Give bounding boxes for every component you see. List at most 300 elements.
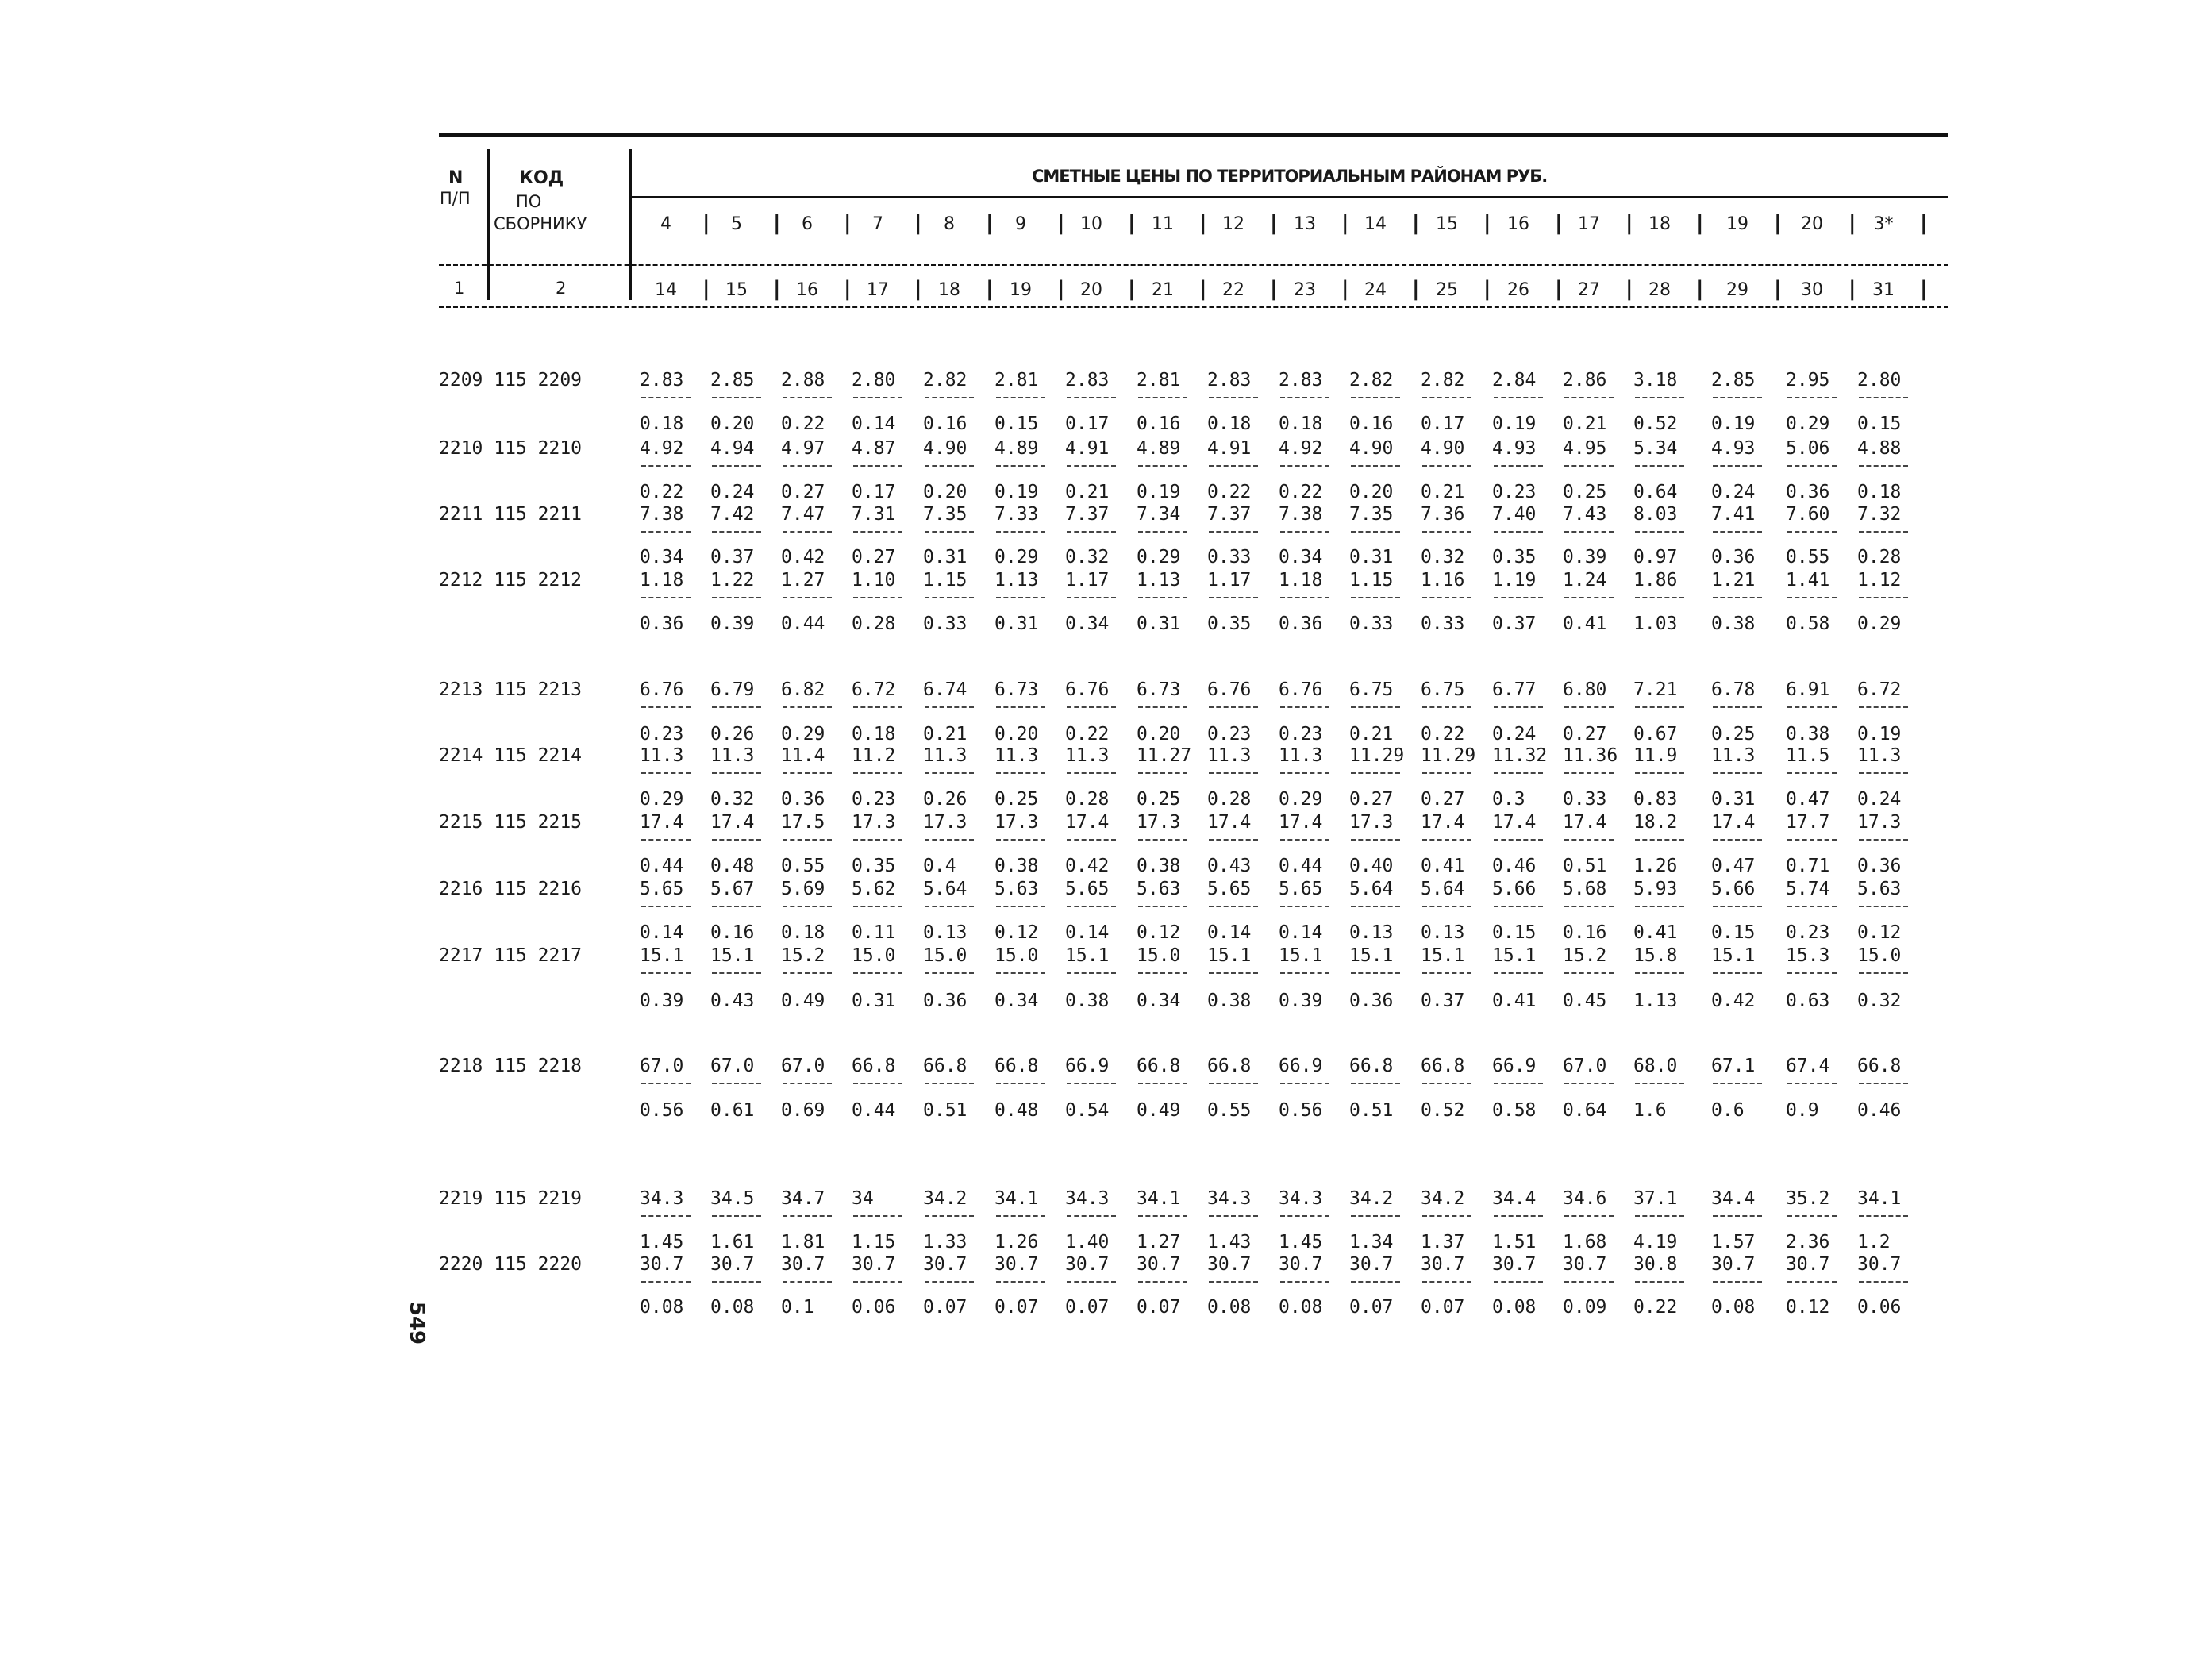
price-value: 0.16: [1563, 922, 1607, 943]
price-value: 6.76: [1207, 679, 1252, 700]
price-value: 34.2: [1349, 1188, 1394, 1209]
fraction-bar: [1422, 906, 1471, 907]
price-value: 34.3: [1065, 1188, 1110, 1209]
price-value: 6.76: [640, 679, 684, 700]
price-value: 0.22: [1279, 482, 1323, 502]
fraction-bar: [1209, 397, 1258, 398]
price-value: 4.90: [1349, 438, 1394, 459]
price-value: 0.35: [1207, 614, 1252, 634]
fraction-bar: [1713, 972, 1762, 974]
fraction-bar: [1635, 706, 1684, 708]
price-value: 0.52: [1633, 414, 1678, 434]
fraction-bar: [1138, 839, 1187, 841]
price-value: 0.83: [1633, 789, 1678, 810]
price-value: 1.86: [1633, 570, 1678, 591]
price-value: 0.64: [1563, 1100, 1607, 1121]
fraction-bar: [641, 397, 691, 398]
price-value: 0.39: [1279, 991, 1323, 1011]
fraction-bar: [1280, 972, 1329, 974]
price-value: 11.5: [1786, 745, 1830, 766]
price-value: 0.21: [1563, 414, 1607, 434]
price-value: 17.4: [710, 812, 755, 833]
price-value: 0.35: [1492, 547, 1537, 568]
price-value: 0.07: [1137, 1297, 1181, 1318]
column-divider: |: [844, 277, 852, 301]
price-value: 0.64: [1633, 482, 1678, 502]
price-value: 66.8: [852, 1056, 896, 1076]
price-value: 5.65: [1279, 879, 1323, 899]
price-value: 5.64: [1421, 879, 1465, 899]
column-divider: |: [1920, 211, 1928, 235]
price-value: 11.36: [1563, 745, 1618, 766]
price-value: 1.26: [994, 1232, 1039, 1253]
price-value: 15.0: [852, 945, 896, 966]
price-value: 6.73: [1137, 679, 1181, 700]
fraction-bar: [1859, 839, 1908, 841]
price-value: 5.64: [923, 879, 968, 899]
price-value: 0.23: [1207, 724, 1252, 745]
fraction-bar: [1351, 839, 1400, 841]
fraction-bar: [1635, 597, 1684, 598]
fraction-bar: [1635, 531, 1684, 533]
region-number: 4: [660, 214, 671, 234]
price-value: 7.42: [710, 504, 755, 525]
fraction-bar: [1138, 1281, 1187, 1283]
item-code: 2210 115 2210: [439, 438, 583, 459]
price-value: 2.83: [640, 370, 684, 391]
price-value: 0.18: [1857, 482, 1902, 502]
price-value: 2.86: [1563, 370, 1607, 391]
header-dash-rule: [439, 264, 1948, 266]
column-divider: |: [773, 277, 781, 301]
price-value: 1.18: [1279, 570, 1323, 591]
price-value: 0.08: [710, 1297, 755, 1318]
column-divider: |: [1341, 211, 1349, 235]
price-value: 7.34: [1137, 504, 1181, 525]
price-value: 5.06: [1786, 438, 1830, 459]
fraction-bar: [1787, 465, 1837, 467]
fraction-bar: [712, 706, 761, 708]
column-index-number: 16: [796, 280, 818, 300]
price-value: 66.8: [994, 1056, 1039, 1076]
fraction-bar: [783, 839, 832, 841]
price-value: 0.29: [1786, 414, 1830, 434]
fraction-bar: [1494, 397, 1543, 398]
fraction-bar: [1564, 772, 1614, 774]
region-number: 18: [1648, 214, 1671, 234]
fraction-bar: [1635, 906, 1684, 907]
fraction-bar: [1280, 906, 1329, 907]
column-index-number: 15: [725, 280, 748, 300]
price-value: 67.4: [1786, 1056, 1830, 1076]
fraction-bar: [712, 1083, 761, 1084]
price-value: 0.97: [1633, 547, 1678, 568]
fraction-bar: [1713, 1083, 1762, 1084]
region-number: 20: [1801, 214, 1823, 234]
price-value: 7.37: [1207, 504, 1252, 525]
price-value: 0.56: [640, 1100, 684, 1121]
fraction-bar: [783, 1281, 832, 1283]
fraction-bar: [1138, 972, 1187, 974]
price-value: 0.19: [1711, 414, 1756, 434]
price-value: 0.23: [1279, 724, 1323, 745]
column-divider: |: [1412, 211, 1420, 235]
price-value: 1.40: [1065, 1232, 1110, 1253]
fraction-bar: [1564, 531, 1614, 533]
region-number: 10: [1080, 214, 1102, 234]
fraction-bar: [1209, 772, 1258, 774]
fraction-bar: [1422, 597, 1471, 598]
price-value: 0.36: [1279, 614, 1323, 634]
price-value: 17.4: [1421, 812, 1465, 833]
price-value: 17.4: [1207, 812, 1252, 833]
fraction-bar: [996, 906, 1045, 907]
price-value: 0.37: [710, 547, 755, 568]
price-value: 4.89: [994, 438, 1039, 459]
fraction-bar: [1787, 531, 1837, 533]
price-value: 0.40: [1349, 856, 1394, 876]
column-index-number: 30: [1801, 280, 1823, 300]
price-value: 0.27: [1563, 724, 1607, 745]
column-divider: |: [1412, 277, 1420, 301]
price-value: 0.07: [923, 1297, 968, 1318]
column-divider: |: [1128, 277, 1136, 301]
price-value: 7.38: [640, 504, 684, 525]
fraction-bar: [783, 597, 832, 598]
fraction-bar: [712, 1215, 761, 1217]
fraction-bar: [1067, 531, 1116, 533]
price-value: 3.18: [1633, 370, 1678, 391]
price-value: 0.22: [1207, 482, 1252, 502]
fraction-bar: [1209, 465, 1258, 467]
price-value: 0.21: [923, 724, 968, 745]
price-value: 0.27: [1349, 789, 1394, 810]
price-value: 5.74: [1786, 879, 1830, 899]
region-number: 16: [1507, 214, 1529, 234]
fraction-bar: [925, 397, 974, 398]
fraction-bar: [641, 1281, 691, 1283]
price-value: 0.17: [852, 482, 896, 502]
price-value: 1.24: [1563, 570, 1607, 591]
price-value: 0.21: [1349, 724, 1394, 745]
fraction-bar: [853, 1281, 902, 1283]
price-value: 34.2: [923, 1188, 968, 1209]
price-value: 0.1: [781, 1297, 814, 1318]
price-value: 1.15: [1349, 570, 1394, 591]
column-index-number: 19: [1010, 280, 1032, 300]
price-value: 0.23: [1492, 482, 1537, 502]
price-value: 0.33: [1563, 789, 1607, 810]
fraction-bar: [925, 531, 974, 533]
price-value: 1.43: [1207, 1232, 1252, 1253]
fraction-bar: [853, 531, 902, 533]
price-value: 34.1: [1137, 1188, 1181, 1209]
fraction-bar: [996, 839, 1045, 841]
item-code: 2212 115 2212: [439, 570, 583, 591]
price-value: 7.43: [1563, 504, 1607, 525]
price-value: 0.16: [923, 414, 968, 434]
price-value: 66.9: [1279, 1056, 1323, 1076]
price-value: 15.1: [710, 945, 755, 966]
price-value: 5.66: [1492, 879, 1537, 899]
price-value: 0.29: [1279, 789, 1323, 810]
price-value: 0.31: [852, 991, 896, 1011]
fraction-bar: [1351, 1083, 1400, 1084]
price-value: 0.33: [1207, 547, 1252, 568]
price-value: 0.41: [1633, 922, 1678, 943]
fraction-bar: [853, 1215, 902, 1217]
col-code-label: КОД: [519, 168, 564, 188]
price-value: 11.4: [781, 745, 825, 766]
price-value: 4.92: [1279, 438, 1323, 459]
price-value: 17.4: [1711, 812, 1756, 833]
column-divider: |: [773, 211, 781, 235]
fraction-bar: [1209, 597, 1258, 598]
fraction-bar: [1067, 1281, 1116, 1283]
price-value: 17.4: [1563, 812, 1607, 833]
fraction-bar: [1713, 597, 1762, 598]
fraction-bar: [1635, 1281, 1684, 1283]
price-value: 66.8: [1857, 1056, 1902, 1076]
price-value: 0.22: [781, 414, 825, 434]
fraction-bar: [1280, 397, 1329, 398]
price-value: 0.29: [1137, 547, 1181, 568]
price-value: 0.20: [994, 724, 1039, 745]
fraction-bar: [1787, 1083, 1837, 1084]
fraction-bar: [1422, 1281, 1471, 1283]
column-index-number: 26: [1507, 280, 1529, 300]
price-value: 0.44: [781, 614, 825, 634]
price-value: 15.1: [1711, 945, 1756, 966]
price-value: 34.3: [1207, 1188, 1252, 1209]
price-value: 15.0: [994, 945, 1039, 966]
region-number: 9: [1015, 214, 1026, 234]
price-value: 0.32: [1857, 991, 1902, 1011]
price-value: 0.24: [710, 482, 755, 502]
price-value: 15.1: [1492, 945, 1537, 966]
price-value: 2.84: [1492, 370, 1537, 391]
price-value: 0.6: [1711, 1100, 1745, 1121]
fraction-bar: [641, 1083, 691, 1084]
price-value: 4.93: [1711, 438, 1756, 459]
price-value: 0.36: [781, 789, 825, 810]
price-value: 0.22: [1633, 1297, 1678, 1318]
fraction-bar: [1351, 706, 1400, 708]
price-value: 0.25: [994, 789, 1039, 810]
price-value: 0.34: [640, 547, 684, 568]
price-value: 67.0: [640, 1056, 684, 1076]
price-value: 0.12: [1786, 1297, 1830, 1318]
column-divider: |: [1341, 277, 1349, 301]
fraction-bar: [853, 772, 902, 774]
price-value: 30.7: [1786, 1254, 1830, 1275]
price-value: 0.13: [923, 922, 968, 943]
column-divider: |: [1555, 211, 1563, 235]
column-divider: |: [1199, 211, 1207, 235]
price-value: 1.13: [1137, 570, 1181, 591]
price-value: 68.0: [1633, 1056, 1678, 1076]
price-value: 6.91: [1786, 679, 1830, 700]
fraction-bar: [783, 1215, 832, 1217]
price-value: 0.29: [781, 724, 825, 745]
price-value: 30.7: [1137, 1254, 1181, 1275]
fraction-bar: [1859, 465, 1908, 467]
column-index-label: 1: [454, 279, 465, 298]
fraction-bar: [783, 706, 832, 708]
fraction-bar: [1209, 1215, 1258, 1217]
column-divider: |: [1555, 277, 1563, 301]
fraction-bar: [1422, 972, 1471, 974]
price-value: 0.41: [1492, 991, 1537, 1011]
price-value: 0.18: [781, 922, 825, 943]
price-value: 17.4: [1279, 812, 1323, 833]
price-value: 67.0: [1563, 1056, 1607, 1076]
price-value: 0.15: [1857, 414, 1902, 434]
price-value: 0.42: [1711, 991, 1756, 1011]
fraction-bar: [1067, 906, 1116, 907]
price-value: 1.17: [1207, 570, 1252, 591]
fraction-bar: [1494, 972, 1543, 974]
fraction-bar: [1280, 1281, 1329, 1283]
fraction-bar: [1859, 597, 1908, 598]
price-value: 0.34: [1279, 547, 1323, 568]
price-value: 5.67: [710, 879, 755, 899]
price-value: 5.63: [1137, 879, 1181, 899]
price-value: 4.90: [1421, 438, 1465, 459]
column-divider: |: [1848, 277, 1856, 301]
top-rule: [439, 133, 1948, 137]
price-value: 0.32: [710, 789, 755, 810]
price-value: 7.47: [781, 504, 825, 525]
fraction-bar: [1713, 1281, 1762, 1283]
fraction-bar: [925, 706, 974, 708]
fraction-bar: [1494, 531, 1543, 533]
price-value: 0.43: [1207, 856, 1252, 876]
price-value: 11.3: [994, 745, 1039, 766]
price-value: 2.83: [1207, 370, 1252, 391]
column-index-number: 24: [1364, 280, 1387, 300]
price-value: 1.13: [994, 570, 1039, 591]
fraction-bar: [1422, 839, 1471, 841]
price-value: 0.48: [994, 1100, 1039, 1121]
fraction-bar: [1787, 772, 1837, 774]
item-code: 2209 115 2209: [439, 370, 583, 391]
fraction-bar: [1494, 1215, 1543, 1217]
price-value: 11.2: [852, 745, 896, 766]
price-value: 7.35: [1349, 504, 1394, 525]
price-value: 11.29: [1349, 745, 1405, 766]
region-number: 13: [1294, 214, 1316, 234]
price-value: 6.82: [781, 679, 825, 700]
price-value: 4.90: [923, 438, 968, 459]
price-value: 0.20: [1349, 482, 1394, 502]
price-value: 30.7: [640, 1254, 684, 1275]
price-value: 4.94: [710, 438, 755, 459]
price-value: 0.27: [1421, 789, 1465, 810]
price-value: 6.75: [1349, 679, 1394, 700]
fraction-bar: [641, 906, 691, 907]
fraction-bar: [1564, 1215, 1614, 1217]
price-value: 11.3: [640, 745, 684, 766]
price-value: 0.24: [1857, 789, 1902, 810]
price-value: 1.13: [1633, 991, 1678, 1011]
fraction-bar: [1787, 839, 1837, 841]
fraction-bar: [1859, 972, 1908, 974]
fraction-bar: [1494, 772, 1543, 774]
column-divider: |: [1696, 277, 1704, 301]
price-value: 1.61: [710, 1232, 755, 1253]
price-value: 15.1: [1207, 945, 1252, 966]
price-value: 1.22: [710, 570, 755, 591]
price-value: 5.68: [1563, 879, 1607, 899]
price-value: 4.91: [1207, 438, 1252, 459]
fraction-bar: [1859, 906, 1908, 907]
fraction-bar: [1209, 1083, 1258, 1084]
price-value: 11.3: [1857, 745, 1902, 766]
column-index-number: 20: [1080, 280, 1102, 300]
price-value: 0.29: [640, 789, 684, 810]
fraction-bar: [1280, 465, 1329, 467]
region-number: 14: [1364, 214, 1387, 234]
fraction-bar: [853, 1083, 902, 1084]
price-value: 15.1: [1421, 945, 1465, 966]
fraction-bar: [1422, 1083, 1471, 1084]
price-value: 0.31: [923, 547, 968, 568]
price-value: 66.9: [1492, 1056, 1537, 1076]
price-value: 0.48: [710, 856, 755, 876]
fraction-bar: [1067, 839, 1116, 841]
price-value: 2.82: [1349, 370, 1394, 391]
item-code: 2214 115 2214: [439, 745, 583, 766]
price-value: 17.4: [1065, 812, 1110, 833]
price-value: 1.12: [1857, 570, 1902, 591]
fraction-bar: [996, 397, 1045, 398]
fraction-bar: [1422, 772, 1471, 774]
price-value: 34.6: [1563, 1188, 1607, 1209]
fraction-bar: [1351, 772, 1400, 774]
region-number: 11: [1152, 214, 1174, 234]
fraction-bar: [712, 772, 761, 774]
price-value: 0.24: [1711, 482, 1756, 502]
fraction-bar: [1787, 706, 1837, 708]
price-value: 0.31: [1137, 614, 1181, 634]
fraction-bar: [1209, 839, 1258, 841]
price-value: 0.27: [781, 482, 825, 502]
fraction-bar: [783, 465, 832, 467]
price-value: 34.4: [1711, 1188, 1756, 1209]
price-value: 30.7: [1492, 1254, 1537, 1275]
fraction-bar: [1635, 465, 1684, 467]
fraction-bar: [996, 465, 1045, 467]
price-value: 0.38: [994, 856, 1039, 876]
price-value: 11.3: [1711, 745, 1756, 766]
fraction-bar: [1494, 906, 1543, 907]
price-value: 2.36: [1786, 1232, 1830, 1253]
price-value: 0.26: [923, 789, 968, 810]
price-value: 1.15: [923, 570, 968, 591]
price-value: 1.26: [1633, 856, 1678, 876]
fraction-bar: [1351, 397, 1400, 398]
price-value: 6.77: [1492, 679, 1537, 700]
fraction-bar: [1138, 772, 1187, 774]
price-value: 1.16: [1421, 570, 1465, 591]
price-value: 17.4: [1492, 812, 1537, 833]
price-value: 7.60: [1786, 504, 1830, 525]
price-value: 11.3: [923, 745, 968, 766]
price-value: 0.29: [1857, 614, 1902, 634]
price-value: 0.38: [1207, 991, 1252, 1011]
price-value: 0.32: [1065, 547, 1110, 568]
